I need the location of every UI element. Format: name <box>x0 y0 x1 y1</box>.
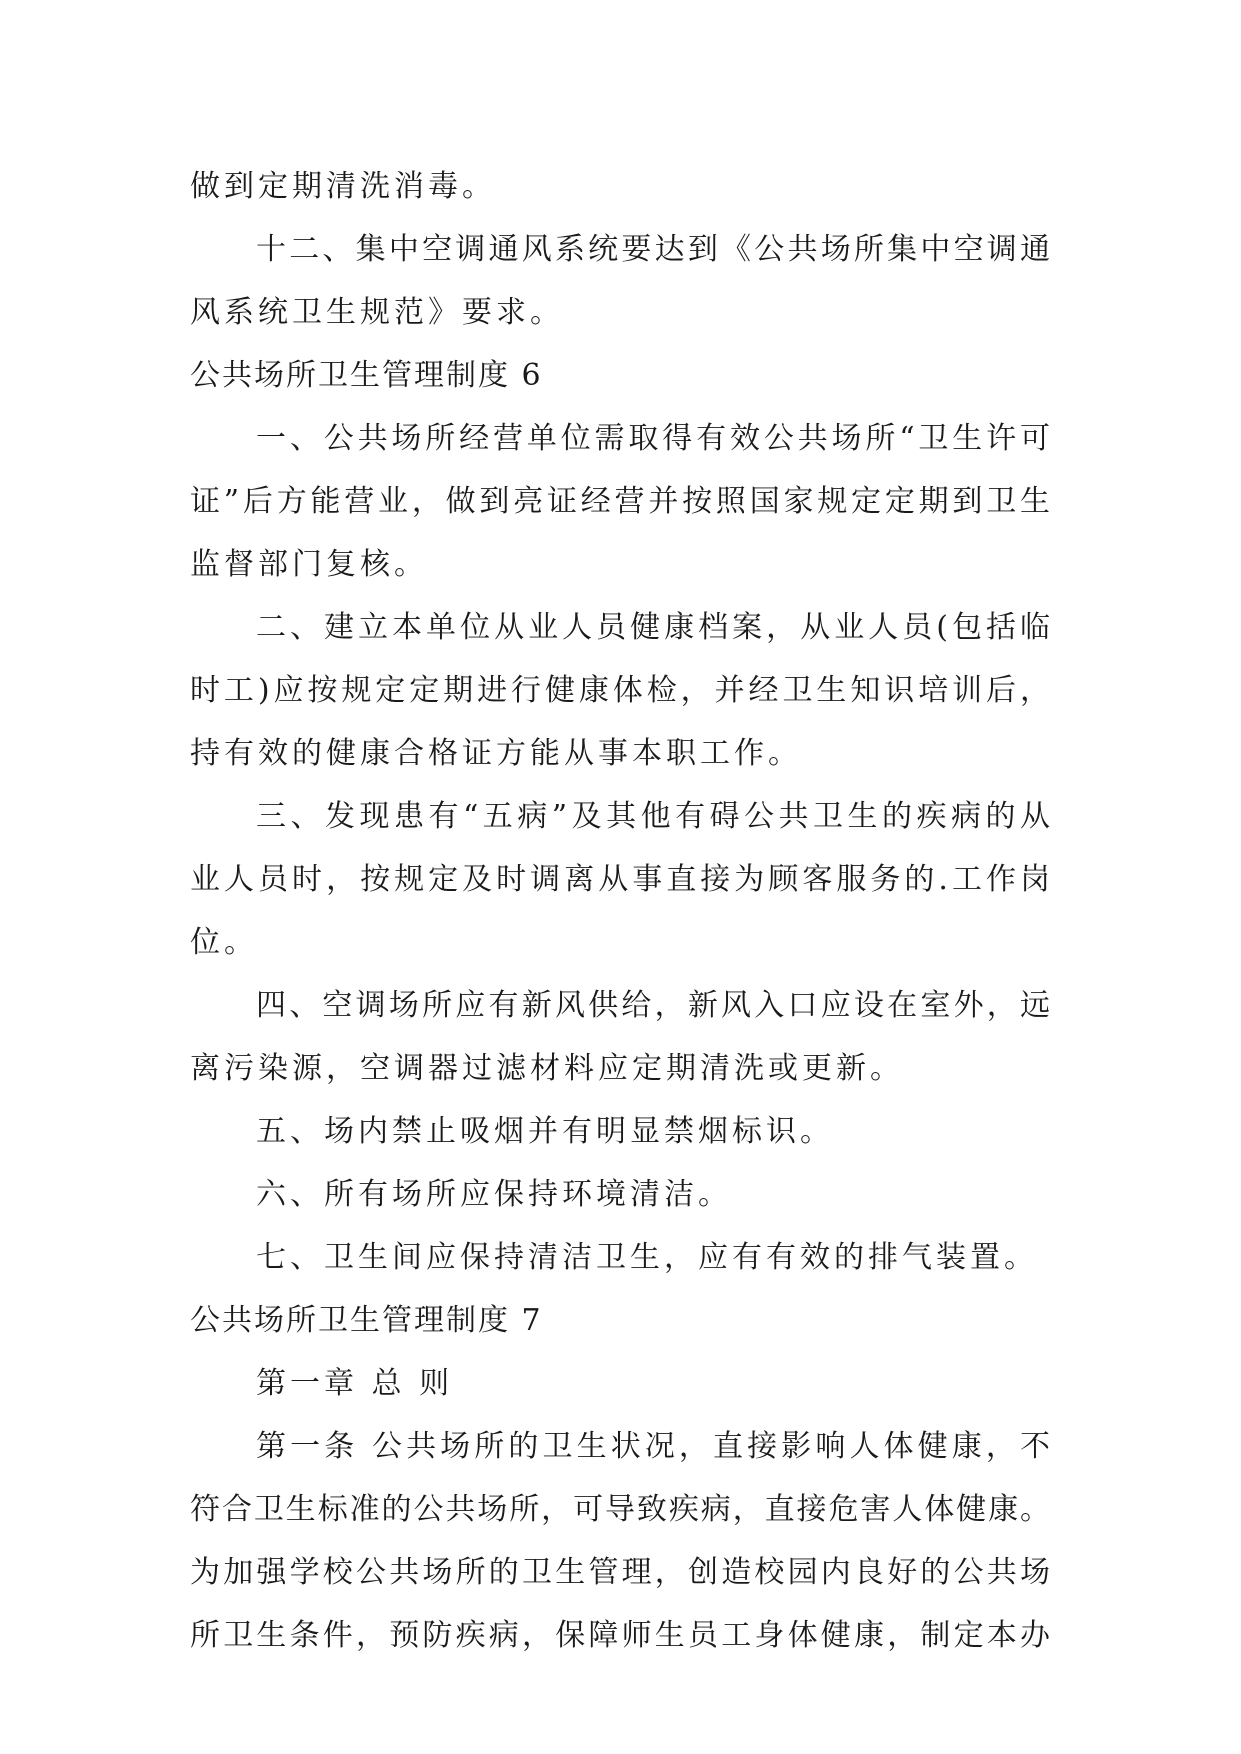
document-page <box>190 155 1050 1667</box>
text-line: 证”后方能营业，做到亮证经营并按照国家规定定期到卫生 <box>190 484 1050 519</box>
text-line: 符合卫生标准的公共场所，可导致疾病，直接危害人体健康。 <box>190 1492 1050 1527</box>
text-line: 五、场内禁止吸烟并有明显禁烟标识。 <box>256 1114 834 1149</box>
text-line: 监督部门复核。 <box>190 547 428 582</box>
section-heading: 公共场所卫生管理制度 6 <box>190 358 543 393</box>
text-line: 所卫生条件，预防疾病，保障师生员工身体健康，制定本办 <box>190 1618 1050 1653</box>
text-line: 为加强学校公共场所的卫生管理，创造校园内良好的公共场 <box>190 1555 1050 1590</box>
text-line: 时工)应按规定定期进行健康体检，并经卫生知识培训后， <box>190 673 1050 708</box>
text-line: 风系统卫生规范》要求。 <box>190 295 564 330</box>
text-line: 离污染源，空调器过滤材料应定期清洗或更新。 <box>190 1051 904 1086</box>
text-line: 四、空调场所应有新风供给，新风入口应设在室外，远 <box>256 988 1050 1023</box>
text-line: 持有效的健康合格证方能从事本职工作。 <box>190 736 802 771</box>
text-line: 第一章 总 则 <box>256 1366 454 1401</box>
text-line: 位。 <box>190 925 258 960</box>
section-heading: 公共场所卫生管理制度 7 <box>190 1303 543 1338</box>
text-line: 十二、集中空调通风系统要达到《公共场所集中空调通 <box>256 232 1050 267</box>
text-line: 第一条 公共场所的卫生状况，直接影响人体健康，不 <box>256 1429 1050 1464</box>
text-line: 六、所有场所应保持环境清洁。 <box>256 1177 732 1212</box>
text-line: 业人员时，按规定及时调离从事直接为顾客服务的.工作岗 <box>190 862 1050 897</box>
text-line: 二、建立本单位从业人员健康档案，从业人员(包括临 <box>256 610 1050 645</box>
text-line: 三、发现患有“五病”及其他有碍公共卫生的疾病的从 <box>256 799 1050 834</box>
text-line: 一、公共场所经营单位需取得有效公共场所“卫生许可 <box>256 421 1050 456</box>
text-line: 七、卫生间应保持清洁卫生，应有有效的排气装置。 <box>256 1240 1038 1275</box>
text-line: 做到定期清洗消毒。 <box>190 169 496 204</box>
